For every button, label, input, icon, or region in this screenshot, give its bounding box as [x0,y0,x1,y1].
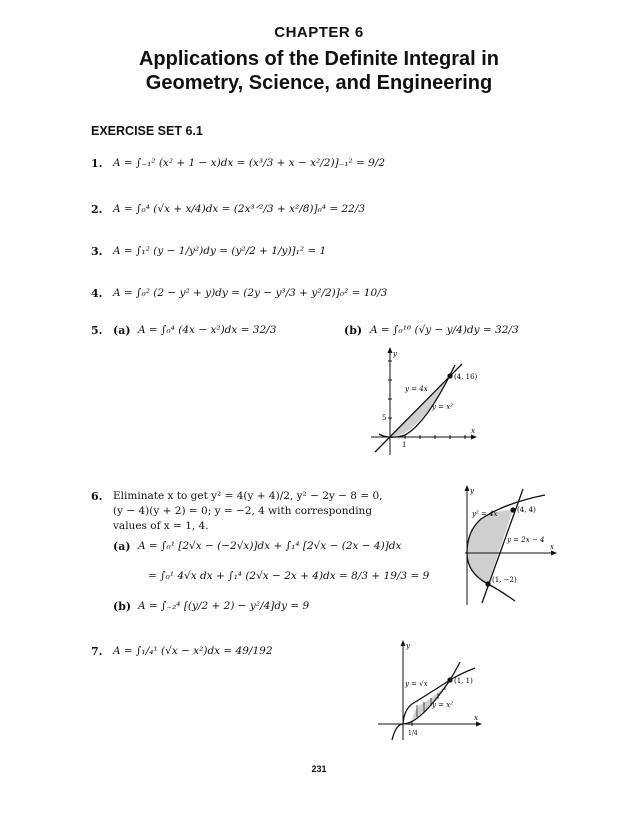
problem-1-equation: A = ∫₋₁² (x² + 1 − x)dx = (x³/3 + x − x²/2)]₋₁² = 9/2 [113,157,386,169]
figure-5-point-label: (4, 16) [454,373,478,381]
figure-7-curve1-label: y = √x [405,680,428,688]
figure-6-point-top-label: (4, 4) [517,506,536,514]
figure-7-x-label: x [474,714,478,722]
figure-5-intersection-point [447,373,452,378]
figure-6-parabola-label: y² = 4x [472,510,498,518]
problem-2-number: 2. [91,203,103,216]
problem-6a-equation-line-1: A = ∫₀¹ [2√x − (−2√x)]dx + ∫₁⁴ [2√x − (2x − 4)]dx [138,540,402,552]
figure-5-x-label: x [471,427,475,435]
problem-3-number: 3. [91,245,103,258]
problem-6a-label: (a) [113,540,131,553]
figure-5-tick-y-label: 5 [382,414,387,422]
figure-5-y-label: y [393,350,397,358]
figure-6-x-label: x [550,543,554,551]
figure-6-point-bottom-label: (1, −2) [492,576,517,584]
problem-6-text-line-1: Eliminate x to get y² = 4(y + 4)/2, y² − 2y − 8 = 0, [113,490,383,502]
chapter-title-line-1: Applications of the Definite Integral in [138,48,500,70]
problem-1-number: 1. [91,157,103,170]
figure-7-intersection-point [447,677,452,682]
figure-7-graph [370,638,485,743]
problem-4-number: 4. [91,287,103,300]
problem-6-number: 6. [91,490,103,503]
problem-6a-equation-line-2: = ∫₀¹ 4√x dx + ∫₁⁴ (2√x − 2x + 4)dx = 8/3 + 19/3 = 9 [148,570,430,582]
figure-6-graph [455,483,560,608]
problem-6-text-line-3: values of x = 1, 4. [113,520,209,532]
figure-6-line-label: y = 2x − 4 [507,536,545,544]
problem-5b-label: (b) [344,324,363,337]
figure-6-point-bottom [485,581,490,586]
problem-4-equation: A = ∫₀² (2 − y² + y)dy = (2y − y³/3 + y²/2)]₀² = 10/3 [113,287,388,299]
problem-6-text-line-2: (y − 4)(y + 2) = 0; y = −2, 4 with corresponding [113,505,373,517]
exercise-set-heading: EXERCISE SET 6.1 [91,124,203,138]
figure-5-graph [365,345,495,460]
problem-5-number: 5. [91,324,103,337]
figure-7-tick-x-label: 1/4 [408,730,418,737]
problem-7-number: 7. [91,645,103,658]
problem-6b-label: (b) [113,600,132,613]
figure-6-y-label: y [470,487,474,495]
problem-5b-equation: A = ∫₀¹⁶ (√y − y/4)dy = 32/3 [370,324,519,336]
problem-6b-equation: A = ∫₋₂⁴ [(y/2 + 2) − y²/4]dy = 9 [138,600,310,612]
chapter-title-line-2: Geometry, Science, and Engineering [145,72,493,94]
figure-5-tick-x-label: 1 [402,441,407,449]
problem-5a-equation: A = ∫₀⁴ (4x − x²)dx = 32/3 [138,324,277,336]
figure-7-curve2-label: y = x² [432,701,454,709]
chapter-heading: CHAPTER 6 [274,24,364,41]
figure-5-line-label: y = 4x [405,385,428,393]
figure-6-point-top [510,507,515,512]
problem-7-equation: A = ∫₁/₄¹ (√x − x²)dx = 49/192 [113,645,273,657]
problem-3-equation: A = ∫₁² (y − 1/y²)dy = (y²/2 + 1/y)]₁² = 1 [113,245,327,257]
problem-2-equation: A = ∫₀⁴ (√x + x/4)dx = (2x³ᐟ²/3 + x²/8)]₀⁴ = 22/3 [113,203,366,215]
page-number: 231 [311,764,327,774]
figure-7-y-label: y [406,642,410,650]
problem-5a-label: (a) [113,324,131,337]
figure-7-point-label: (1, 1) [454,677,473,685]
figure-5-curve-label: y = x² [432,403,454,411]
